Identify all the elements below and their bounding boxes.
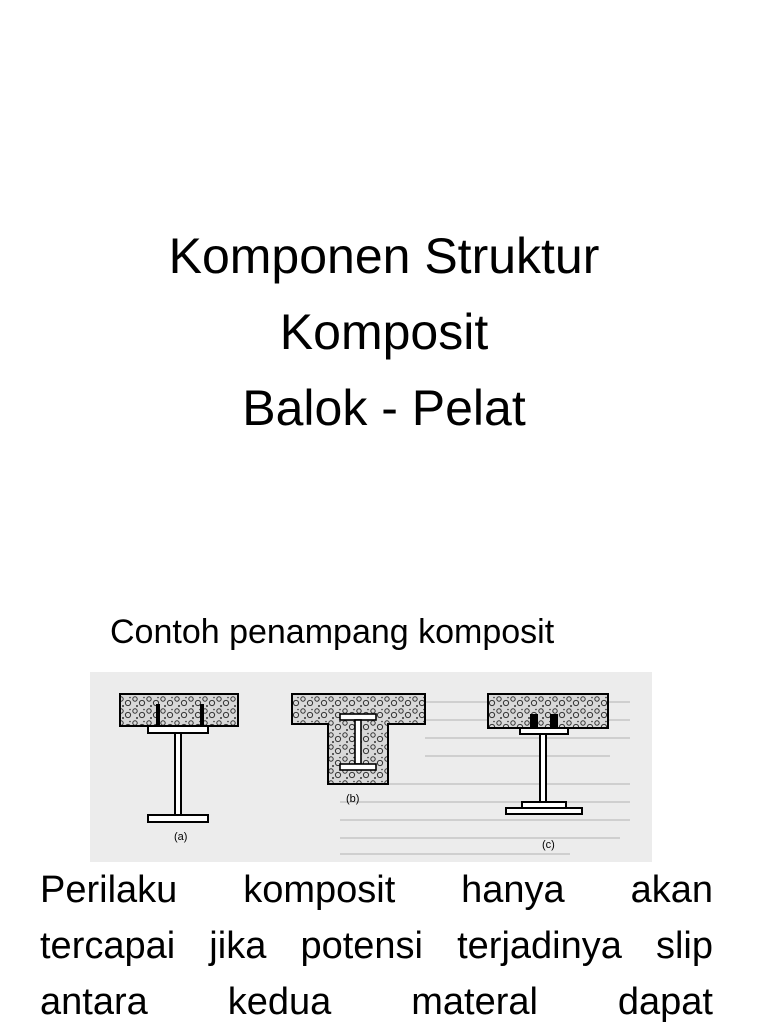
body-line-3: antara kedua materal dapat [40, 981, 713, 1023]
section-c-cover-plate [506, 808, 582, 814]
composite-section-figure [90, 672, 652, 862]
slide-title [0, 218, 768, 446]
title-line-3: Balok - Pelat [242, 380, 526, 436]
figure-label-b: (b) [346, 793, 360, 805]
title-line-2: Komposit [279, 304, 489, 360]
section-a-bottom-flange [148, 815, 208, 822]
figure-label-c: (c) [542, 839, 555, 851]
title-line-1: Komponen Struktur [168, 228, 600, 284]
body-line-2: tercapai jika potensi terjadinya slip [40, 925, 713, 967]
section-b [292, 694, 425, 805]
section-c-stud-left [530, 714, 538, 728]
section-c-web [540, 734, 546, 802]
section-b-top-flange [340, 714, 376, 720]
section-a [120, 694, 238, 843]
figure-svg [90, 672, 652, 862]
section-a-stud-left [156, 704, 160, 726]
figure-label-a: (a) [174, 831, 188, 843]
section-b-bottom-flange [340, 764, 376, 770]
section-a-web [175, 733, 181, 815]
body-line-1: Perilaku komposit hanya akan [40, 869, 713, 911]
section-c [488, 694, 608, 851]
section-a-stud-right [200, 704, 204, 726]
section-c-stud-right [550, 714, 558, 728]
section-a-top-flange [148, 726, 208, 733]
figure-caption: Contoh penampang komposit [110, 613, 555, 651]
section-b-web [355, 720, 361, 764]
body-paragraph [40, 862, 713, 1030]
section-c-slab [488, 694, 608, 728]
section-a-slab [120, 694, 238, 726]
